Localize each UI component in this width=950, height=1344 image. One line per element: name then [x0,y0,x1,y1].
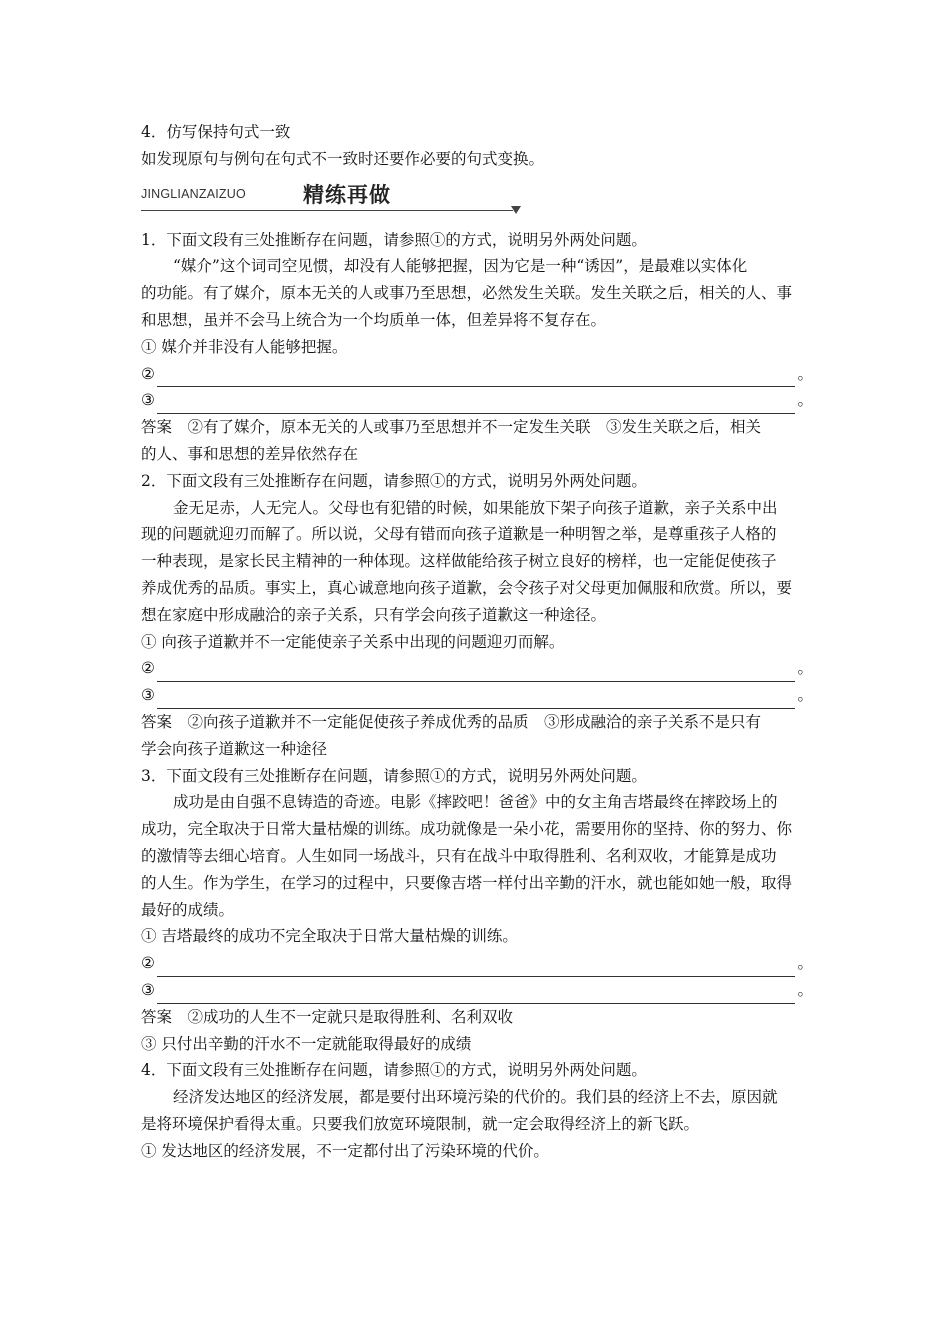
blank-end-mark: 。 [797,391,813,410]
q1-answer-blank-3[interactable] [141,387,813,414]
section-header [141,177,813,221]
q3-passage-line: 成功，完全取决于日常大量枯燥的训练。成功就像是一朵小花，需要用你的坚持、你的努力、你 [141,820,793,839]
q4-passage-line: 经济发达地区的经济发展，都是要付出环境污染的代价的。我们县的经济上不去，原因就 [173,1088,778,1107]
blank-underline[interactable] [157,662,796,682]
intro-heading: 4．仿写保持句式一致 [141,123,291,141]
q1-answer-line: 的人、事和思想的差异依然存在 [141,444,359,463]
q1-prompt: 1．下面文段有三处推断存在问题，请参照①的方式，说明另外两处问题。 [141,230,647,249]
q2-passage-line: 养成优秀的品质。事实上，真心诚意地向孩子道歉，会令孩子对父母更加佩服和欣赏。所以，要 [141,578,793,597]
q2-passage-line: 一种表现，是家长民主精神的一种体现。这样做能给孩子树立良好的榜样，也一定能促使孩子 [141,552,777,571]
blank-underline[interactable] [157,367,796,387]
blank-underline[interactable] [157,689,796,709]
section-label-en: JINGLIANZAIZUO [141,186,246,201]
q1-answer-blank-2[interactable] [141,361,813,388]
blank-marker: ③ [141,686,155,705]
q2-passage-line: 想在家庭中形成融洽的亲子关系，只有学会向孩子道歉这一种途径。 [141,605,607,624]
q2-answer-blank-3[interactable] [141,682,813,709]
blank-marker: ② [141,954,155,973]
blank-marker: ② [141,659,155,678]
q3-answer-blank-3[interactable] [141,977,813,1004]
triangle-marker-icon [511,206,521,214]
intro-text: 如发现原句与例句在句式不一致时还要作必要的句式变换。 [141,149,545,168]
blank-marker: ② [141,364,155,383]
q2-item-1: ① 向孩子道歉并不一定能使亲子关系中出现的问题迎刃而解。 [141,632,565,651]
section-label-cn: 精练再做 [303,182,391,207]
q2-answer-line: 学会向孩子道歉这一种途径 [141,739,328,758]
blank-end-mark: 。 [797,686,813,705]
q3-passage-line: 最好的成绩。 [141,900,235,919]
q3-answer-line: ③ 只付出辛勤的汗水不一定就能取得最好的成绩 [141,1034,472,1053]
blank-underline[interactable] [157,984,796,1004]
blank-end-mark: 。 [797,659,813,678]
q3-answer-line: 答案 ②成功的人生不一定就只是取得胜利、名利双收 [141,1007,514,1026]
q3-passage-line: 成功是由自强不息铸造的奇迹。电影《摔跤吧！爸爸》中的女主角吉塔最终在摔跤场上的 [173,793,778,812]
q1-passage-line: 和思想，虽并不会马上统合为一个均质单一体，但差异将不复存在。 [141,310,607,329]
q4-item-1: ① 发达地区的经济发展，不一定都付出了污染环境的代价。 [141,1141,549,1160]
q3-prompt: 3．下面文段有三处推断存在问题，请参照①的方式，说明另外两处问题。 [141,766,647,785]
q2-passage-line: 金无足赤，人无完人。父母也有犯错的时候，如果能放下架子向孩子道歉，亲子关系中出 [173,498,778,517]
q4-passage-line: 是将环境保护看得太重。只要我们放宽环境限制，就一定会取得经济上的新飞跃。 [141,1114,700,1133]
q3-answer-blank-2[interactable] [141,950,813,977]
q2-passage-line: 现的问题就迎刃而解了。所以说，父母有错而向孩子道歉是一种明智之举，是尊重孩子人格的 [141,525,777,544]
blank-end-mark: 。 [797,954,813,973]
blank-underline[interactable] [157,957,796,977]
q1-passage-line: 的功能。有了媒介，原本无关的人或事乃至思想，必然发生关联。发生关联之后，相关的人、事 [141,284,793,303]
q2-answer-blank-2[interactable] [141,655,813,682]
blank-end-mark: 。 [797,980,813,999]
q3-passage-line: 的人生。作为学生，在学习的过程中，只要像吉塔一样付出辛勤的汗水，就也能如她一般，取得 [141,873,793,892]
q1-answer-line: 答案 ②有了媒介，原本无关的人或事乃至思想并不一定发生关联 ③发生关联之后，相关 [141,418,762,437]
q3-item-1: ① 吉塔最终的成功不完全取决于日常大量枯燥的训练。 [141,927,518,946]
blank-underline[interactable] [157,394,796,414]
section-rule [141,210,513,211]
q2-answer-line: 答案 ②向孩子道歉并不一定能促使孩子养成优秀的品质 ③形成融洽的亲子关系不是只有 [141,712,762,731]
q1-passage-line: “媒介”这个词司空见惯，却没有人能够把握，因为它是一种“诱因”，是最难以实体化 [173,257,748,276]
q1-item-1: ① 媒介并非没有人能够把握。 [141,337,348,356]
blank-end-mark: 。 [797,364,813,383]
q4-prompt: 4．下面文段有三处推断存在问题，请参照①的方式，说明另外两处问题。 [141,1061,647,1080]
blank-marker: ③ [141,391,155,410]
q2-prompt: 2．下面文段有三处推断存在问题，请参照①的方式，说明另外两处问题。 [141,471,647,490]
q3-passage-line: 的激情等去细心培育。人生如同一场战斗，只有在战斗中取得胜利、名利双收，才能算是成功 [141,846,777,865]
document-content [141,119,813,1164]
blank-marker: ③ [141,980,155,999]
